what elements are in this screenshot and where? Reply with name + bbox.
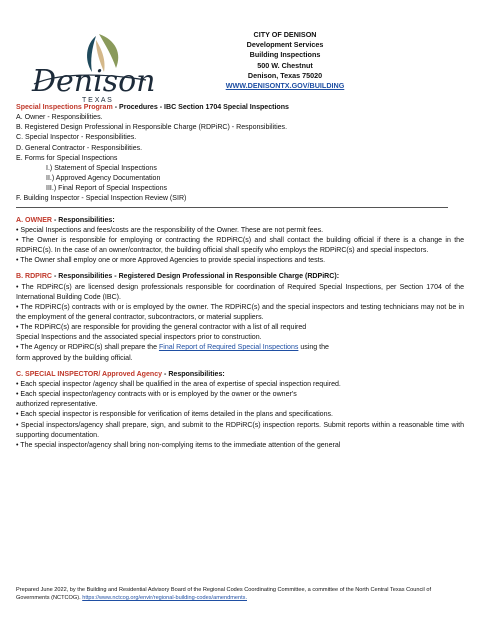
- paragraph: • The Agency or RDPiRC(s) shall prepare the Final Report of Required Special Inspections using the: [16, 344, 329, 352]
- paragraph: • Special inspectors/agency shall prepare, sign, and submit to the RDPiRC(s) inspection reports. Submit reports within a reasonable time with supporting documentation.: [16, 421, 464, 439]
- section-owner: [16, 216, 464, 267]
- toc-subitem: III.) Final Report of Special Inspections: [46, 185, 168, 193]
- logo-state: T E X A S: [82, 97, 112, 104]
- logo-wordmark: Denison: [32, 64, 156, 99]
- section-special-inspector: [16, 370, 464, 451]
- toc-item: C. Special Inspector - Responsibilities.: [16, 134, 137, 142]
- paragraph: • The Owner is responsible for employing or contracting the RDPiRC(s) and shall contact the building official if there is a change in the RDPiRC(s). In the case of an owner/contractor, the building official shall specify who employs the RDPiRC(s) and special inspectors.: [16, 236, 464, 255]
- section-heading: B. RDPIRC - Responsibilities - Registered Design Professional in Responsible Charge (RDPiRC):: [16, 273, 340, 281]
- paragraph: • The RDPiRC(s) are licensed design professionals responsible for coordination of Required Special Inspections, per Section 1704 of the International Building Code (IBC).: [16, 283, 464, 301]
- footer-link[interactable]: https://www.nctcog.org/envir/regional-building-codes/amendments.: [82, 595, 247, 601]
- final-report-link[interactable]: Final Report of Required Special Inspections: [158, 344, 299, 352]
- toc-subitem: II.) Approved Agency Documentation: [46, 175, 161, 183]
- toc-item: E. Forms for Special Inspections: [16, 154, 118, 162]
- section-heading: C. SPECIAL INSPECTOR/ Approved Agency - Responsibilities:: [16, 370, 225, 378]
- section-heading: A. OWNER - Responsibilities:: [16, 216, 115, 224]
- paragraph: • Each special inspector /agency shall be qualified in the area of expertise of special inspection required.: [16, 380, 341, 388]
- table-of-contents: [16, 113, 464, 204]
- address-line: Development Services: [246, 40, 324, 50]
- toc-subitem: I.) Statement of Special Inspections: [46, 164, 157, 172]
- title-rest: - Procedures - IBC Section 1704 Special Inspections: [112, 104, 289, 111]
- address-line: Denison, Texas 75020: [247, 70, 323, 80]
- toc-item: F. Building Inspector - Special Inspection Review (SIR): [16, 195, 187, 203]
- paragraph: • The RDPiRC(s) are responsible for providing the general contractor with a list of all required: [16, 324, 307, 332]
- paragraph: form approved by the building official.: [16, 354, 133, 362]
- toc-item: A. Owner - Responsibilities.: [16, 114, 103, 122]
- denison-logo: [26, 30, 168, 104]
- address-line: CITY OF DENISON: [253, 30, 317, 39]
- document-body: [16, 103, 464, 451]
- title-program: Special Inspections Program: [16, 104, 113, 111]
- footer-note: Prepared June 2022, by the Building and Residential Advisory Board of the Regional Codes Coordinating Committee, a committee of the North Central Texas Council of Governments (NCTCOG). https://www.nctcog.org/envir/regional-building-codes/amendments.: [16, 587, 431, 601]
- toc-item: D. General Contractor - Responsibilities.: [16, 144, 143, 152]
- website-link[interactable]: WWW.DENISONTX.GOV/BUILDING: [225, 81, 345, 91]
- address-block: [200, 30, 370, 91]
- paragraph: • Each special inspector/agency contracts with or is employed by the owner or the owner's: [16, 391, 297, 399]
- document-title: [16, 103, 464, 113]
- paragraph: Special Inspections and the associated special inspectors prior to construction.: [16, 334, 262, 342]
- address-line: 500 W. Chestnut: [257, 60, 313, 70]
- divider: [16, 207, 448, 208]
- denison-logo-graphic: [26, 30, 168, 104]
- paragraph: • The Owner shall employ one or more Approved Agencies to provide special inspections and tests.: [16, 257, 326, 265]
- paragraph: • The RDPiRC(s) contracts with or is employed by the owner. The RDPiRC(s) and the special inspectors and testing technicians may not be in the employment of the general contractor, subcontractors, or material suppliers.: [16, 303, 464, 321]
- paragraph: • Special Inspections and fees/costs are the responsibility of the Owner. These are not permit fees.: [16, 226, 324, 234]
- paragraph: authorized representative.: [16, 401, 98, 409]
- address-line: Building Inspections: [249, 50, 321, 60]
- paragraph: • The special inspector/agency shall bring non-complying items to the immediate attention of the general: [16, 441, 341, 449]
- toc-item: B. Registered Design Professional in Responsible Charge (RDPiRC) - Responsibilities.: [16, 124, 288, 132]
- paragraph: • Each special inspector is responsible for verification of items detailed in the plans and specifications.: [16, 411, 334, 419]
- section-rdpirc: [16, 272, 464, 363]
